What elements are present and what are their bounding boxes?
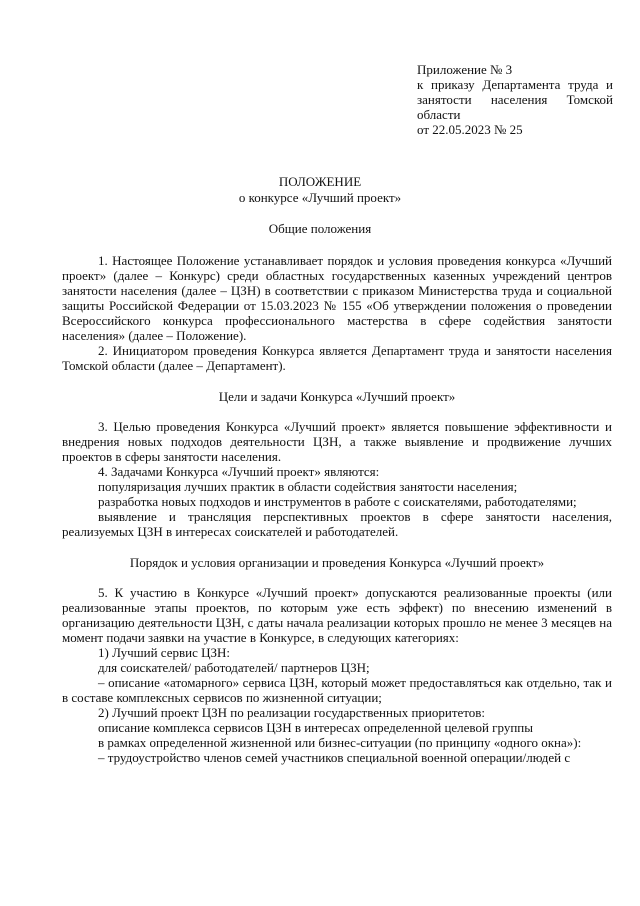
annex-line: Приложение № 3 <box>417 62 513 77</box>
section-heading: Порядок и условия организации и проведения Конкурса «Лучший проект» <box>129 555 545 570</box>
paragraph: 1. Настоящее Положение устанавливает порядок и условия проведения конкурса «Лучший проект» (далее – Конкурс) среди областных государственных казенных учреждений центров занятости населения (далее – ЦЗН) в соответствии с приказом Министерства труда и социальной защиты Российской Федерации от 15.03.2023 № 155 «Об утверждении положения о проведении Всероссийского конкурса профессионального мастерства в сфере содействия занятости населения» (далее – Положение). <box>62 253 612 343</box>
list-item: – описание «атомарного» сервиса ЦЗН, который может предоставляться как отдельно, так и в составе комплексных сервисов по жизненной ситуации; <box>62 675 612 705</box>
list-item: 2) Лучший проект ЦЗН по реализации государственных приоритетов: <box>98 705 486 720</box>
list-item: 1) Лучший сервис ЦЗН: <box>98 645 230 660</box>
annex-line: от 22.05.2023 № 25 <box>417 122 523 137</box>
list-item: популяризация лучших практик в области содействия занятости населения; <box>98 479 518 494</box>
annex-block <box>417 62 613 137</box>
list-item: описание комплекса сервисов ЦЗН в интересах определенной целевой группы <box>98 720 533 735</box>
document-title: ПОЛОЖЕНИЕ <box>278 174 362 189</box>
list-item: – трудоустройство членов семей участников специальной военной операции/людей с <box>98 750 571 765</box>
list-item: в рамках определенной жизненной или бизнес-ситуации (по принципу «одного окна»): <box>98 735 582 750</box>
paragraph: 2. Инициатором проведения Конкурса является Департамент труда и занятости населения Томской области (далее – Департамент). <box>62 343 612 373</box>
list-item: для соискателей/ работодателей/ партнеров ЦЗН; <box>98 660 370 675</box>
list-item: выявление и трансляция перспективных проектов в сфере занятости населения, реализуемых ЦЗН в интересах соискателей и работодателей. <box>62 509 612 539</box>
annex-line: к приказу Департамента труда и занятости населения Томской области <box>417 77 613 122</box>
paragraph: 3. Целью проведения Конкурса «Лучший проект» является повышение эффективности и внедрения новых подходов деятельности ЦЗН, а также выявление и продвижение лучших проектов в сферы занятости населения. <box>62 419 612 464</box>
section-heading: Цели и задачи Конкурса «Лучший проект» <box>218 389 456 404</box>
document-subtitle: о конкурсе «Лучший проект» <box>238 190 402 205</box>
document-body <box>62 253 612 765</box>
section-heading: Общие положения <box>268 221 372 236</box>
paragraph: 4. Задачами Конкурса «Лучший проект» являются: <box>98 464 380 479</box>
list-item: разработка новых подходов и инструментов в работе с соискателями, работодателями; <box>98 494 577 509</box>
paragraph: 5. К участию в Конкурсе «Лучший проект» допускаются реализованные проекты (или реализованные этапы проектов, по которым уже есть эффект) по внесению изменений в организацию деятельности ЦЗН, с даты начала реализации которых прошло не менее 3 месяцев на момент подачи заявки на участие в Конкурсе, в следующих категориях: <box>62 585 612 645</box>
